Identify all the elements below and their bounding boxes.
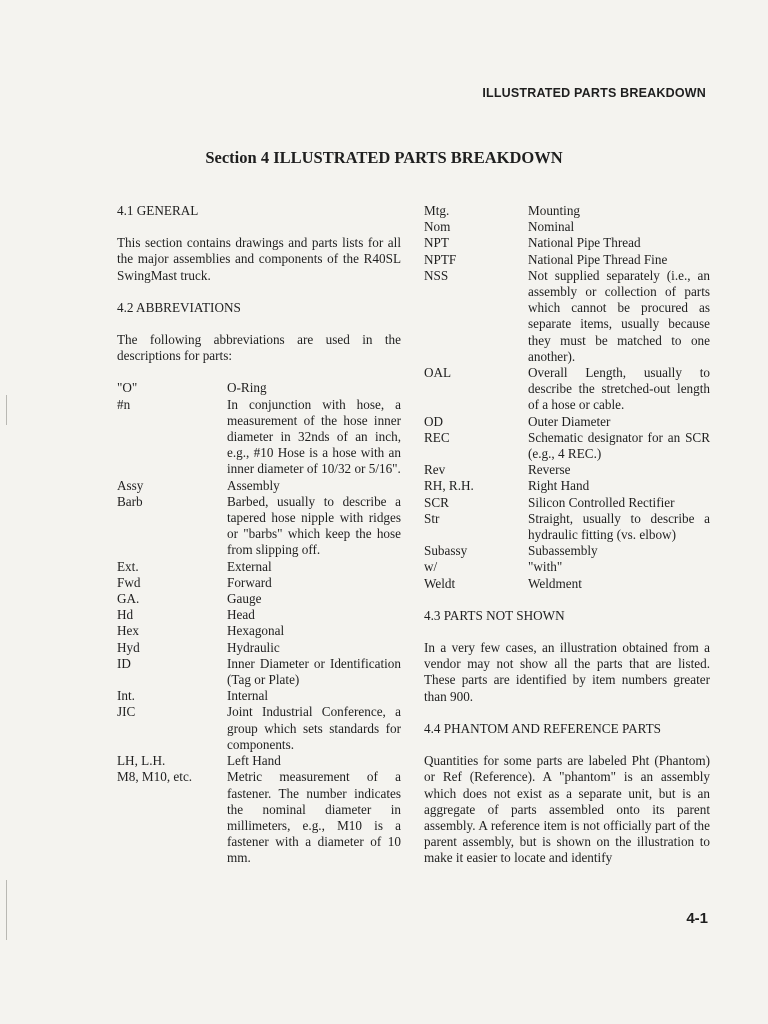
abbreviation-term: REC [424, 429, 450, 445]
abbreviation-term: Barb [117, 493, 143, 509]
abbreviation-definition: Not supplied separately (i.e., an assembly or collection of parts which cannot be procured as separate items, usually because they must be matched to one another). [528, 267, 710, 364]
abbreviation-row [117, 607, 401, 623]
abbreviation-term: SCR [424, 494, 449, 510]
abbreviations-heading: 4.2 ABBREVIATIONS [117, 299, 241, 315]
abbreviation-row [424, 430, 710, 462]
abbreviation-term: OAL [424, 365, 452, 381]
abbreviation-definition: Silicon Controlled Rectifier [528, 494, 675, 510]
abbreviation-term: w/ [424, 559, 438, 575]
abbreviation-row [424, 462, 710, 478]
section-title: Section 4 ILLUSTRATED PARTS BREAKDOWN [205, 148, 563, 167]
abbreviation-row [424, 511, 710, 543]
abbreviation-table-left [117, 380, 401, 866]
abbreviation-term: NSS [424, 267, 449, 283]
running-head: ILLUSTRATED PARTS BREAKDOWN [482, 86, 706, 100]
abbreviation-row [424, 478, 710, 494]
abbreviation-definition: Inner Diameter or Identification (Tag or Plate) [227, 655, 401, 688]
abbreviation-definition: Assembly [227, 477, 280, 493]
abbreviation-table-right [424, 203, 710, 592]
phantom-reference-heading: 4.4 PHANTOM AND REFERENCE PARTS [424, 720, 661, 736]
abbreviation-row [117, 753, 401, 769]
abbreviation-row [117, 591, 401, 607]
abbreviation-term: Subassy [424, 543, 468, 559]
abbreviation-definition: Outer Diameter [528, 413, 611, 429]
abbreviation-term: Nom [424, 219, 451, 235]
abbreviation-row [424, 559, 710, 575]
abbreviation-definition: Schematic designator for an SCR (e.g., 4 REC.) [528, 429, 710, 462]
abbreviation-row [117, 640, 401, 656]
abbreviation-definition: Weldment [528, 575, 582, 591]
abbreviation-definition: Joint Industrial Conference, a group which sets standards for components. [227, 704, 401, 752]
abbreviation-term: M8, M10, etc. [117, 769, 193, 785]
abbreviation-term: Int. [117, 688, 135, 704]
abbreviation-definition: Internal [227, 688, 269, 704]
abbreviation-definition: "with" [528, 559, 563, 575]
abbreviation-definition: National Pipe Thread [528, 235, 641, 251]
abbreviation-definition: Hydraulic [227, 639, 280, 655]
abbreviation-row [117, 559, 401, 575]
abbreviation-definition: Right Hand [528, 478, 590, 494]
abbreviation-definition: Metric measurement of a fastener. The number indicates the nominal diameter in millimeters, e.g., M10 is a fastener with a diameter of 10 mm. [227, 769, 401, 866]
abbreviation-row [117, 704, 401, 753]
parts-not-shown-heading: 4.3 PARTS NOT SHOWN [424, 607, 565, 623]
phantom-reference-text: Quantities for some parts are labeled Pht (Phantom) or Ref (Reference). A "phantom" is an assembly which does not exist as a separate unit, but is an aggregate of parts assembled onto its parent assembly. A reference item is not officially part of the parent assembly, but is shown on the illustration to make it easier to locate and identify [424, 753, 710, 866]
abbreviation-row [424, 252, 710, 268]
abbreviation-definition: O-Ring [227, 380, 267, 396]
abbreviation-definition: Barbed, usually to describe a tapered hose nipple with ridges or "barbs" which keep the hose from slipping off. [227, 493, 401, 558]
abbreviation-term: OD [424, 413, 444, 429]
abbreviations-intro: The following abbreviations are used in the descriptions for parts: [117, 332, 401, 364]
abbreviation-definition: Nominal [528, 219, 575, 235]
abbreviation-term: Hex [117, 623, 139, 639]
abbreviation-definition: Head [227, 607, 255, 623]
abbreviation-row [117, 688, 401, 704]
abbreviation-row [424, 268, 710, 365]
abbreviation-term: GA. [117, 591, 140, 607]
abbreviation-term: Str [424, 510, 440, 526]
general-heading: 4.1 GENERAL [117, 203, 199, 218]
abbreviation-row [424, 414, 710, 430]
phantom-reference-section [424, 721, 710, 867]
abbreviation-definition: Left Hand [227, 753, 281, 769]
abbreviation-term: ID [117, 655, 131, 671]
abbreviation-definition: Gauge [227, 591, 262, 607]
abbreviation-row [117, 478, 401, 494]
abbreviation-row [424, 543, 710, 559]
scan-edge-mark [6, 395, 7, 425]
abbreviation-term: NPTF [424, 251, 457, 267]
abbreviation-term: Rev [424, 462, 446, 478]
abbreviation-term: NPT [424, 235, 449, 251]
abbreviation-term: Fwd [117, 574, 141, 590]
abbreviation-term: #n [117, 396, 131, 412]
abbreviation-row [424, 235, 710, 251]
abbreviation-row [424, 495, 710, 511]
abbreviation-definition: In conjunction with hose, a measurement of the hose inner diameter in 32nds of an inch, e.g., #10 Hose is a hose with an inner diameter of 10/32 or 5/16". [227, 396, 401, 477]
abbreviation-definition: Overall Length, usually to describe the stretched-out length of a hose or cable. [528, 365, 710, 413]
abbreviation-term: LH, L.H. [117, 753, 166, 769]
abbreviation-term: Hyd [117, 639, 140, 655]
abbreviation-term: Assy [117, 477, 144, 493]
abbreviation-row [117, 623, 401, 639]
abbreviation-term: JIC [117, 704, 136, 720]
right-column [424, 203, 710, 883]
abbreviation-row [117, 380, 401, 396]
left-column [117, 203, 401, 867]
abbreviation-definition: National Pipe Thread Fine [528, 251, 668, 267]
abbreviation-definition: Mounting [528, 203, 581, 218]
abbreviation-term: Weldt [424, 575, 456, 591]
abbreviation-term: Hd [117, 607, 134, 623]
page-number: 4-1 [686, 910, 708, 927]
abbreviation-definition: Reverse [528, 462, 571, 478]
abbreviation-term: "O" [117, 380, 138, 396]
abbreviation-definition: Straight, usually to describe a hydraulic fitting (vs. elbow) [528, 510, 710, 543]
abbreviation-row [424, 576, 710, 592]
abbreviation-definition: Subassembly [528, 543, 598, 559]
abbreviation-row [117, 575, 401, 591]
abbreviation-row [424, 203, 710, 219]
abbreviation-definition: External [227, 558, 272, 574]
parts-not-shown-section [424, 608, 710, 705]
abbreviation-term: Ext. [117, 558, 139, 574]
abbreviation-term: RH, R.H. [424, 478, 474, 494]
parts-not-shown-text: In a very few cases, an illustration obtained from a vendor may not show all the parts that are listed. These parts are identified by item numbers greater than 900. [424, 640, 710, 704]
scan-edge-mark [6, 880, 7, 940]
abbreviation-row [117, 656, 401, 688]
abbreviation-row [424, 365, 710, 414]
abbreviation-definition: Hexagonal [227, 623, 285, 639]
abbreviation-term: Mtg. [424, 203, 450, 218]
abbreviation-definition: Forward [227, 574, 272, 590]
general-text: This section contains drawings and parts lists for all the major assemblies and components of the R40SL SwingMast truck. [117, 235, 401, 283]
abbreviation-row [117, 397, 401, 478]
abbreviation-row [117, 769, 401, 866]
abbreviation-row [117, 494, 401, 559]
abbreviation-row [424, 219, 710, 235]
